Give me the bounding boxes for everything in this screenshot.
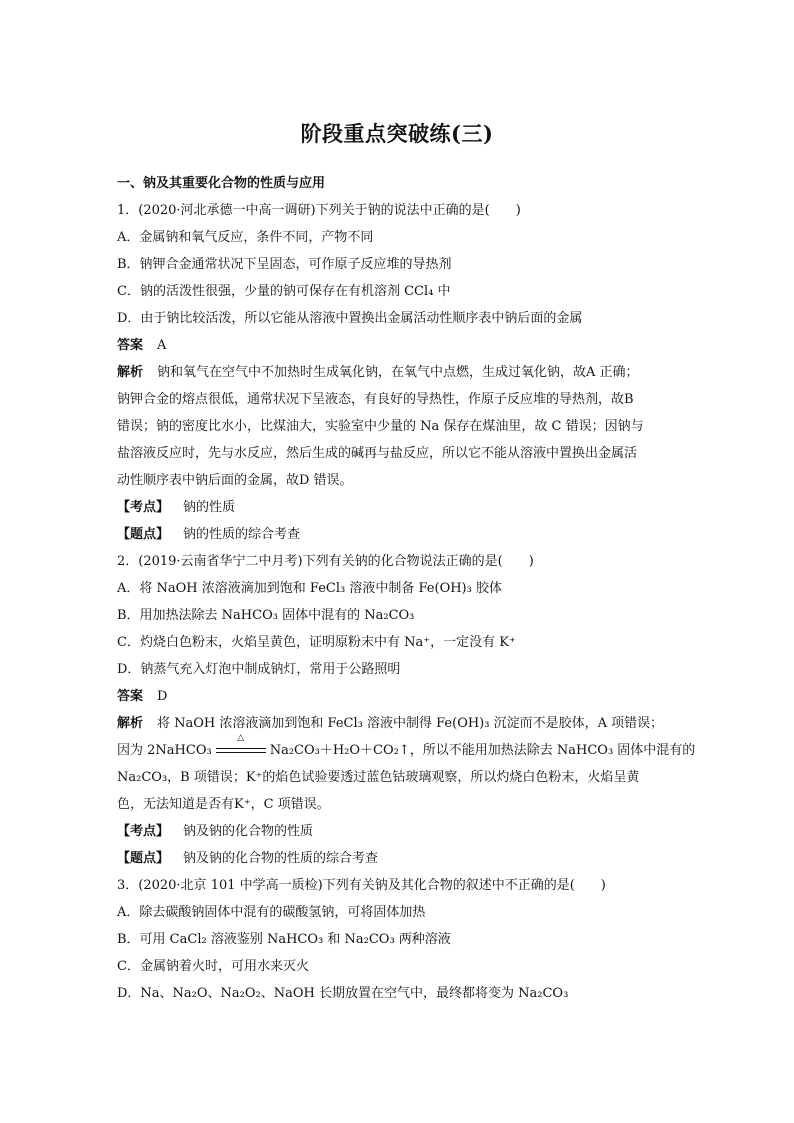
answer-value: D	[157, 689, 168, 704]
q1-analysis-line	[117, 359, 680, 386]
q2-option-d: D．钠蒸气充入灯泡中制成钠灯，常用于公路照明	[117, 662, 401, 677]
q1-analysis-line: 盐溶液反应时，先与水反应，然后生成的碱再与盐反应，所以它不能从溶液中置换出金属活	[117, 446, 638, 461]
analysis-label: 解析	[117, 716, 144, 731]
heat-condition-sign	[216, 732, 266, 758]
q1-analysis-line: 动性顺序表中钠后面的金属，故D 错误。	[117, 473, 353, 488]
q2-option-a: A．将 NaOH 浓溶液滴加到饱和 FeCl₃ 溶液中制备 Fe(OH)₃ 胶体	[117, 581, 502, 596]
q2-analysis-line	[117, 710, 680, 737]
q2-answer	[117, 683, 680, 710]
q1-kaodian	[117, 494, 680, 521]
analysis-label: 解析	[117, 365, 144, 380]
q1-option-c: C．钠的活泼性很强，少量的钠可保存在有机溶剂 CCl₄ 中	[117, 284, 451, 299]
q1-option-d: D．由于钠比较活泼，所以它能从溶液中置换出金属活动性顺序表中钠后面的金属	[117, 311, 583, 326]
q3-option-b: B．可用 CaCl₂ 溶液鉴别 NaHCO₃ 和 Na₂CO₃ 两种溶液	[117, 932, 451, 947]
tidian-value: 钠及钠的化合物的性质的综合考查	[183, 851, 379, 866]
document-body	[117, 170, 696, 1007]
q1-analysis-line: 错误；钠的密度比水小，比煤油大，实验室中少量的 Na 保存在煤油里，故 C 错误；因钠与	[117, 419, 644, 434]
tidian-label: 【题点】	[117, 851, 170, 866]
answer-label: 答案	[117, 689, 144, 704]
q2-tidian	[117, 845, 680, 872]
analysis-text: 将 NaOH 浓溶液滴加到饱和 FeCl₃ 溶液中制得 Fe(OH)₃ 沉淀而不是胶体，A 项错误；	[157, 716, 664, 731]
heat-symbol: △	[237, 732, 245, 743]
equation-left: 因为 2NaHCO₃	[117, 743, 212, 758]
answer-value: A	[157, 338, 167, 353]
q2-analysis-equation-line	[117, 732, 696, 764]
q3-option-d: D．Na、Na₂O、Na₂O₂、NaOH 长期放置在空气中，最终都将变为 Na₂CO₃	[117, 986, 569, 1001]
page-title: 阶段重点突破练(三)	[300, 121, 494, 146]
q2-kaodian	[117, 818, 680, 845]
kaodian-label: 【考点】	[117, 824, 170, 839]
analysis-text: 钠和氧气在空气中不加热时生成氧化钠，在氧气中点燃，生成过氧化钠，故A 正确；	[157, 365, 639, 380]
q2-stem: 2．(2019·云南省华宁二中月考)下列有关钠的化合物说法正确的是( )	[117, 554, 534, 569]
q2-analysis-line: Na₂CO₃，B 项错误；K⁺的焰色试验要透过蓝色钴玻璃观察，所以灼烧白色粉末，火焰呈黄	[117, 770, 640, 785]
kaodian-label: 【考点】	[117, 500, 170, 515]
section-heading: 一、钠及其重要化合物的性质与应用	[117, 176, 326, 191]
q1-stem: 1．(2020·河北承德一中高一调研)下列关于钠的说法中正确的是( )	[117, 203, 521, 218]
q1-tidian	[117, 521, 680, 548]
q1-analysis-line: 钠钾合金的熔点很低，通常状况下呈液态，有良好的导热性，作原子反应堆的导热剂，故B	[117, 392, 634, 407]
q3-stem: 3．(2020·北京 101 中学高一质检)下列有关钠及其化合物的叙述中不正确的是( )	[117, 878, 606, 893]
answer-label: 答案	[117, 338, 144, 353]
q3-option-c: C．金属钠着火时，可用水来灭火	[117, 959, 309, 974]
q1-option-b: B．钠钾合金通常状况下呈固态，可作原子反应堆的导热剂	[117, 257, 452, 272]
kaodian-value: 钠及钠的化合物的性质	[183, 824, 314, 839]
q2-option-b: B．用加热法除去 NaHCO₃ 固体中混有的 Na₂CO₃	[117, 608, 415, 623]
equation-right: Na₂CO₃＋H₂O＋CO₂↑，所以不能用加热法除去 NaHCO₃ 固体中混有的	[269, 743, 696, 758]
q1-option-a: A．金属钠和氧气反应，条件不同，产物不同	[117, 230, 374, 245]
q3-option-a: A．除去碳酸钠固体中混有的碳酸氢钠，可将固体加热	[117, 905, 426, 920]
q2-analysis-line: 色，无法知道是否有K⁺，C 项错误。	[117, 797, 330, 812]
kaodian-value: 钠的性质	[183, 500, 236, 515]
q1-answer	[117, 332, 680, 359]
q2-option-c: C．灼烧白色粉末，火焰呈黄色，证明原粉末中有 Na⁺，一定没有 K⁺	[117, 635, 516, 650]
tidian-value: 钠的性质的综合考查	[183, 527, 301, 542]
tidian-label: 【题点】	[117, 527, 170, 542]
